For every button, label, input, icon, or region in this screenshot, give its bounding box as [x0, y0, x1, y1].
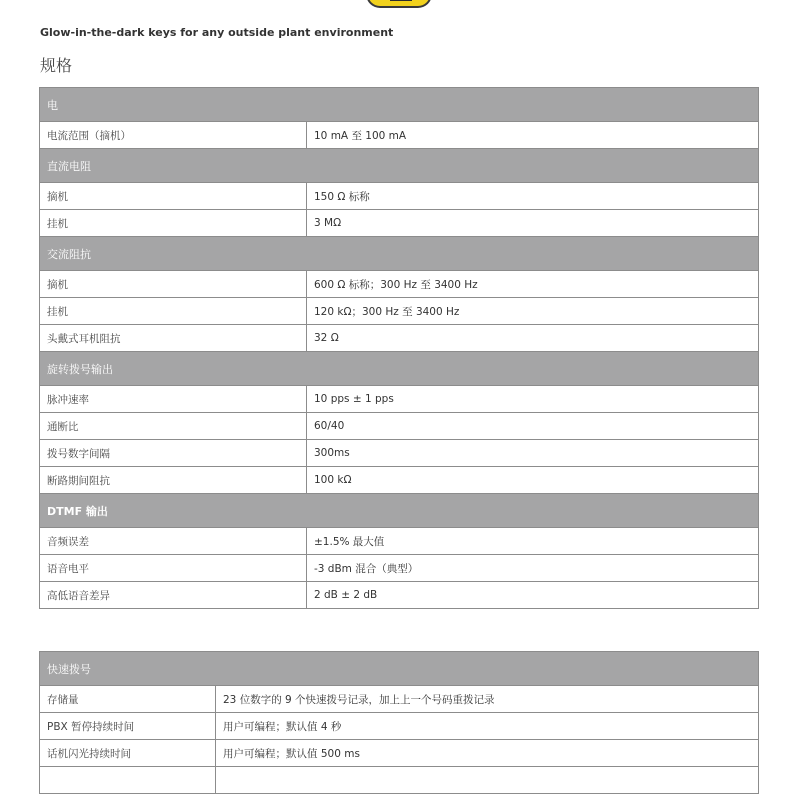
row-value: 120 kΩ；300 Hz 至 3400 Hz	[307, 298, 759, 325]
row-label: 话机闪光持续时间	[40, 740, 216, 767]
tester-device-bottom-icon	[366, 0, 432, 8]
row-value: 300ms	[307, 440, 759, 467]
row-value: 10 pps ± 1 pps	[307, 386, 759, 413]
row-label: 存储量	[40, 686, 216, 713]
row-label: 音频误差	[40, 528, 307, 555]
section-header	[40, 352, 759, 386]
table-row	[40, 767, 759, 794]
spec-table-electrical	[39, 87, 759, 609]
table-row	[40, 298, 759, 325]
row-value: 2 dB ± 2 dB	[307, 582, 759, 609]
row-label: 摘机	[40, 183, 307, 210]
row-value: 100 kΩ	[307, 467, 759, 494]
row-value: ±1.5% 最大值	[307, 528, 759, 555]
section-title: 快速拨号	[40, 652, 759, 686]
table-row	[40, 582, 759, 609]
row-value: 600 Ω 标称；300 Hz 至 3400 Hz	[307, 271, 759, 298]
section-header	[40, 652, 759, 686]
section-header	[40, 237, 759, 271]
table-row	[40, 210, 759, 237]
row-value: 3 MΩ	[307, 210, 759, 237]
spec-table-speed-dial	[39, 651, 759, 794]
table-row	[40, 440, 759, 467]
product-tagline: Glow-in-the-dark keys for any outside plant environment	[40, 26, 394, 39]
table-row	[40, 183, 759, 210]
row-value: 用户可编程；默认值 4 秒	[216, 713, 759, 740]
table-row	[40, 386, 759, 413]
row-label: 语音电平	[40, 555, 307, 582]
row-label: 拨号数字间隔	[40, 440, 307, 467]
section-title: 直流电阻	[40, 149, 759, 183]
row-label: 摘机	[40, 271, 307, 298]
section-title: 电	[40, 88, 759, 122]
row-label: 通断比	[40, 413, 307, 440]
table-row	[40, 528, 759, 555]
row-label: 脉冲速率	[40, 386, 307, 413]
section-header	[40, 149, 759, 183]
row-value: 23 位数字的 9 个快速拨号记录，加上上一个号码重拨记录	[216, 686, 759, 713]
table-row	[40, 413, 759, 440]
row-label: 断路期间阻抗	[40, 467, 307, 494]
device-screen-icon	[390, 0, 412, 1]
row-label: 挂机	[40, 210, 307, 237]
table-row	[40, 271, 759, 298]
section-title: DTMF 输出	[40, 494, 759, 528]
table-row	[40, 686, 759, 713]
section-title: 交流阻抗	[40, 237, 759, 271]
table-row	[40, 325, 759, 352]
table-row	[40, 740, 759, 767]
row-label: PBX 暂停持续时间	[40, 713, 216, 740]
row-label	[40, 767, 216, 794]
spec-title: 规格	[40, 56, 73, 75]
table-row	[40, 713, 759, 740]
table-row	[40, 122, 759, 149]
row-label: 挂机	[40, 298, 307, 325]
section-header	[40, 494, 759, 528]
row-value: 32 Ω	[307, 325, 759, 352]
row-value: 60/40	[307, 413, 759, 440]
row-value: -3 dBm 混合（典型）	[307, 555, 759, 582]
row-value	[216, 767, 759, 794]
row-label: 电流范围（摘机）	[40, 122, 307, 149]
row-value: 用户可编程；默认值 500 ms	[216, 740, 759, 767]
row-label: 头戴式耳机阻抗	[40, 325, 307, 352]
row-value: 150 Ω 标称	[307, 183, 759, 210]
section-header	[40, 88, 759, 122]
table-row	[40, 467, 759, 494]
table-row	[40, 555, 759, 582]
section-title: 旋转拨号输出	[40, 352, 759, 386]
row-label: 高低语音差异	[40, 582, 307, 609]
row-value: 10 mA 至 100 mA	[307, 122, 759, 149]
